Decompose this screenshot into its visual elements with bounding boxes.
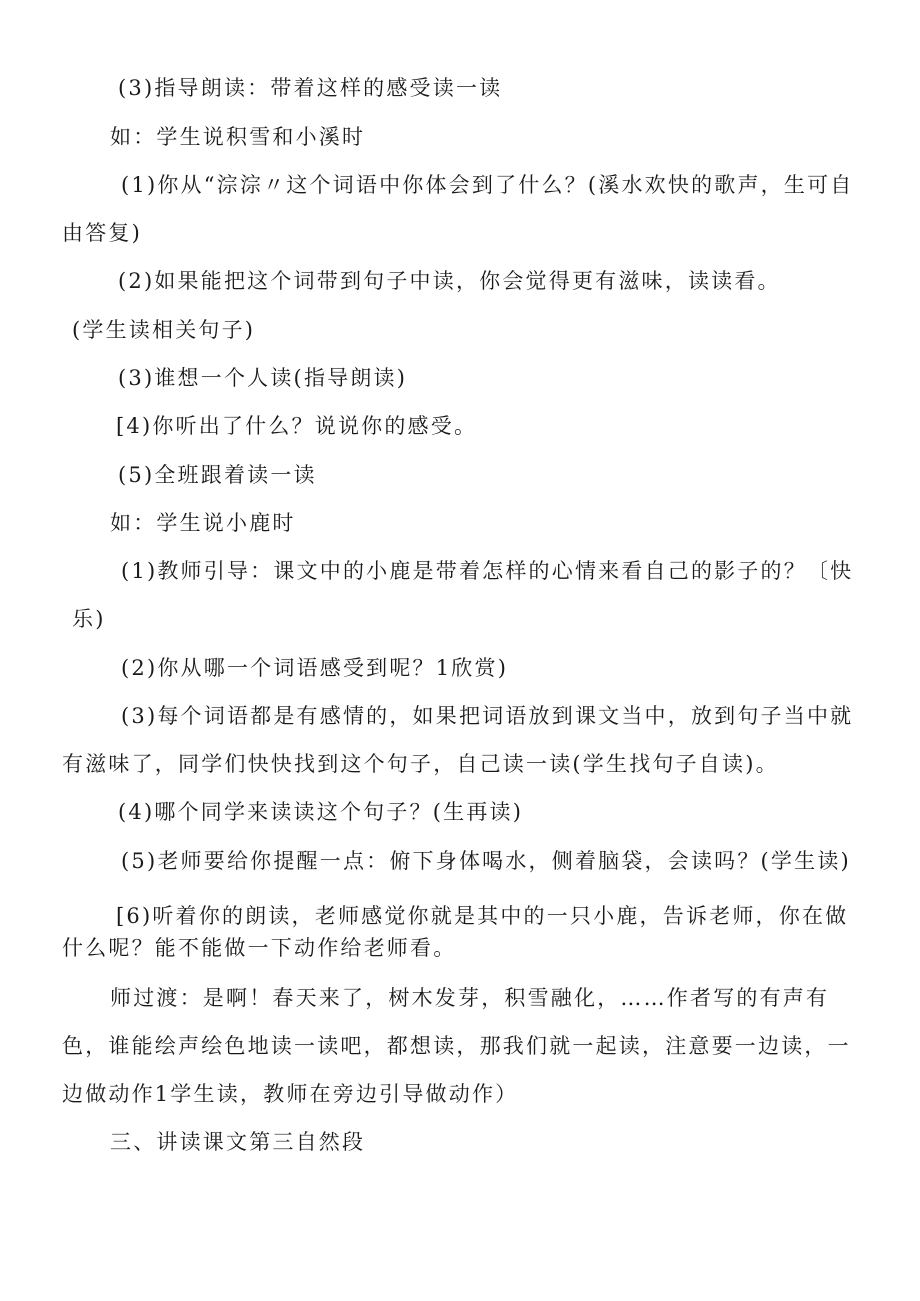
text-line: 什么呢？能不能做一下动作给老师看。 [62, 936, 457, 960]
text-line: (5)老师要给你提醒一点：俯下身体喝水，侧着脑袋，会读吗？(学生读) [121, 849, 851, 873]
text-line: (3)指导朗读：带着这样的感受读一读 [118, 76, 503, 100]
text-line: (3)每个词语都是有感情的，如果把词语放到课文当中，放到句子当中就 [121, 704, 854, 728]
text-line: (1)你从“淙淙〃这个词语中你体会到了什么？(溪水欢快的歌声，生可自 [121, 173, 854, 197]
text-line: [6)听着你的朗读，老师感觉你就是其中的一只小鹿，告诉老师，你在做 [116, 904, 849, 928]
text-line: 师过渡：是啊！春天来了，树木发芽，积雪融化，……作者写的有声有 [110, 986, 830, 1010]
text-line: (2)你从哪一个词语感受到呢？1欣赏) [121, 656, 509, 680]
text-line: 由答复) [62, 221, 142, 245]
text-line: 色，谁能绘声绘色地读一读吧，都想读，那我们就一起读，注意要一边读，一 [62, 1034, 851, 1058]
text-line: 有滋味了，同学们快快找到这个句子，自己读一读(学生找句子自读)。 [62, 752, 779, 776]
text-line: (5)全班跟着读一读 [118, 463, 317, 487]
section-heading: 三、讲读课文第三自然段 [110, 1130, 366, 1154]
text-line: (4)哪个同学来读读这个句子？(生再读) [118, 800, 524, 824]
text-line: [4)你听出了什么？说说你的感受。 [116, 414, 478, 438]
text-line: 如：学生说小鹿时 [110, 511, 296, 535]
text-line: 边做动作1学生读，教师在旁边引导做动作） [62, 1082, 519, 1106]
text-line: (学生读相关句子) [72, 318, 256, 342]
text-line: (2)如果能把这个词带到句子中读，你会觉得更有滋味，读读看。 [118, 269, 781, 293]
text-line: (3)谁想一个人读(指导朗读) [118, 366, 408, 390]
text-line: 如：学生说积雪和小溪时 [110, 125, 366, 149]
text-line: (1)教师引导：课文中的小鹿是带着怎样的心情来看自己的影子的？〔快 [121, 559, 854, 583]
text-line: 乐) [72, 607, 106, 631]
